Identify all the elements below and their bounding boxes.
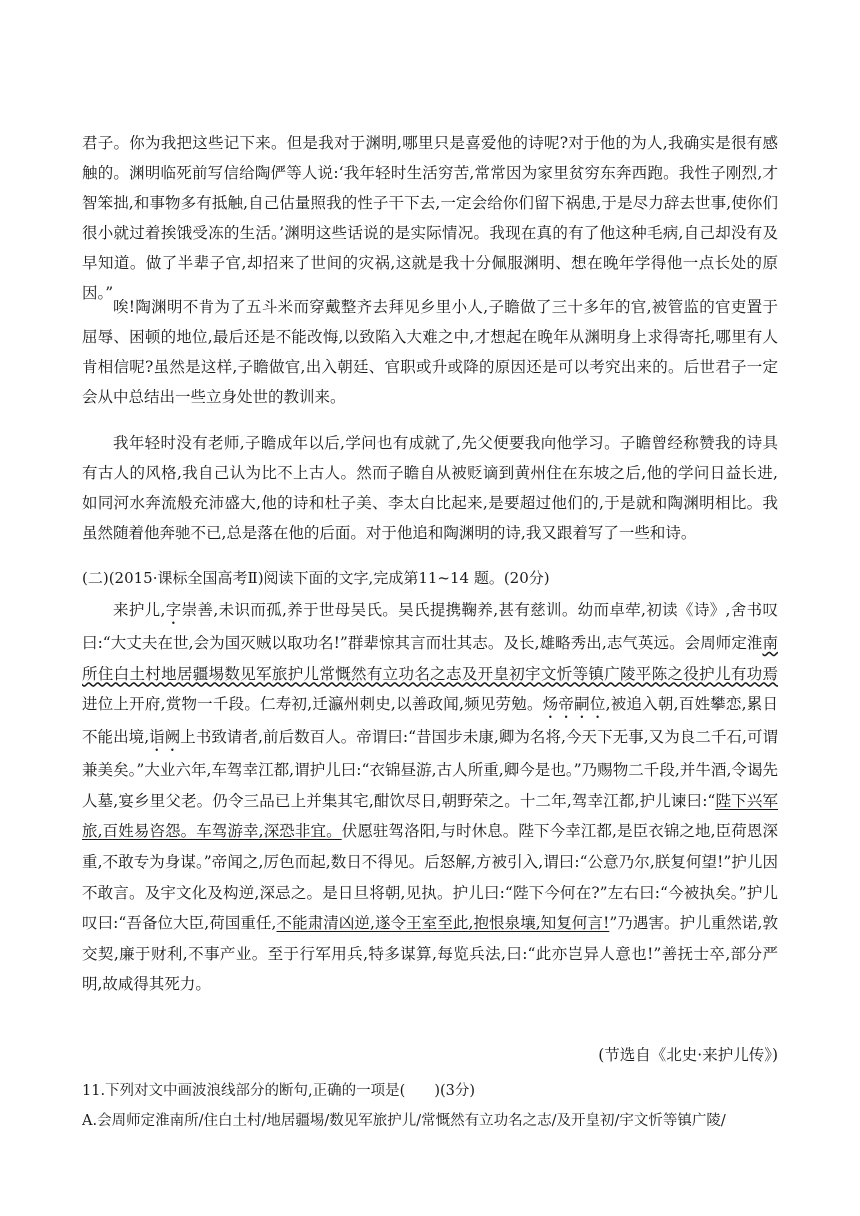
classical-passage: 来护儿,字崇善,未识而孤,养于世母吴氏。吴氏提携鞠养,甚有慈训。幼而卓荦,初读《诗》,舍书叹曰:“大丈夫在世,会为国灭贼以取功名!”群辈惊其言而壮其志。及长,雄略秀出,志气英远。会周师定淮南所住白土村地居疆埸数见军旅护儿常慨然有立功名之志及开皇初宇文忻等镇广陵平陈之役护儿有功焉进位上开府,赏物一千段。仁寿初,迁瀛州刺史,以善政闻,频见劳勉。炀帝嗣位,被追入朝,百姓攀恋,累日不能出境,诣阙上书致请者,前后数百人。帝谓曰:“昔国步未康,卿为名将,今天下无事,又为良二千石,可谓兼美矣。”大业六年,车驾幸江都,谓护儿曰:“衣锦昼游,古人所重,卿今是也。”乃赐物二千段,并牛酒,令谒先人墓,宴乡里父老。仍令三品已上并集其宅,酣饮尽日,朝野荣之。十二年,驾幸江都,护儿谏曰:“陛下兴军旅,百姓易咨怨。车驾游幸,深恐非宜。伏愿驻驾洛阳,与时休息。陛下今幸江都,是臣衣锦之地,臣荷恩深重,不敢专为身谋。”帝闻之,厉色而起,数日不得见。后怒解,方被引入,谓曰:“公意乃尔,朕复何望!”护儿因不敢言。及宇文化及构逆,深忌之。是日旦将朝,见执。护儿曰:“陛下今何在?”左右曰:“今被执矣。”护儿叹曰:“吾备位大臣,荷国重任,不能肃清凶逆,遂令王室至此,抱恨泉壤,知复何言!”乃遇害。护儿重然诺,敦交契,廉于财利,不事产业。至于行军用兵,特多谋算,每览兵法,曰:“此亦岂异人意也!”善抚士卒,部分严明,故咸得其死力。 — [82, 601, 778, 994]
section-header: (二)(2015·课标全国高考Ⅱ)阅读下面的文字,完成第11~14 题。(20分) — [82, 569, 550, 587]
source-citation: (节选自《北史·来护儿传》) — [598, 1046, 778, 1064]
underlined-sentence-1: 陛下兴军旅,百姓易咨怨。车驾游幸,深恐非宜。 — [82, 791, 778, 841]
dotted-word: 字 — [165, 601, 182, 619]
paragraph-translation-3: 我年轻时没有老师,子瞻成年以后,学问也有成就了,先父便要我向他学习。子瞻曾经称赞我的诗具有古人的风格,我自己认为比不上古人。然而子瞻自从被贬谪到黄州住在东坡之后,他的学问日益长进,如同河水奔流般充沛盛大,他的诗和杜子美、李太白比起来,是要超过他们的,于是就和陶渊明相比。我虽然随着他奔驰不已,总是落在他的后面。对于他追和陶渊明的诗,我又跟着写了一些和诗。 — [82, 434, 778, 542]
dotted-word: 诣阙 — [149, 728, 181, 747]
paragraph-translation-2: 唉!陶渊明不肯为了五斗米而穿戴整齐去拜见乡里小人,子瞻做了三十多年的官,被管监的官吏置于屈辱、困顿的地位,最后还是不能改悔,以致陷入大难之中,才想起在晚年从渊明身上求得寄托,哪里有人肯相信呢?虽然是这样,子瞻做官,出入朝廷、官职或升或降的原因还是可以考究出来的。后世君子一定会从中总结出一些立身处世的教训来。 — [82, 298, 778, 406]
paragraph-translation-1: 君子。你为我把这些记下来。但是我对于渊明,哪里只是喜爱他的诗呢?对于他的为人,我确实是很有感触的。渊明临死前写信给陶俨等人说:‘我年轻时生活穷苦,常常因为家里贫穷东奔西跑。我性子刚烈,才智笨拙,和事物多有抵触,自己估量照我的性子干下去,一定会给你们留下祸患,于是尽力辞去世事,使你们很小就过着挨饿受冻的生活。’渊明这些话说的是实际情况。我现在真的有了他这种毛病,自己却没有及早知道。做了半辈子官,却招来了世间的灾祸,这就是我十分佩服渊明、想在晚年学得他一点长处的原因。” — [82, 134, 778, 302]
underlined-sentence-2: 不能肃清凶逆,遂令王室至此,抱恨泉壤,知复何言! — [276, 914, 610, 933]
question-11: 11.下列对文中画波浪线部分的断句,正确的一项是( )(3分) — [82, 1083, 476, 1099]
dotted-word: 炀帝嗣位 — [542, 695, 606, 714]
wavy-underlined-segment: 南所住白土村地居疆埸数见军旅护儿常慨然有立功名之志及开皇初宇文忻等镇广陵平陈之役护儿有功焉 — [82, 634, 778, 683]
option-a: A.会周师定淮南所/住白土村/地居疆埸/数见军旅护儿/常慨然有立功名之志/及开皇初/宇文忻等镇广陵/ — [82, 1113, 726, 1129]
